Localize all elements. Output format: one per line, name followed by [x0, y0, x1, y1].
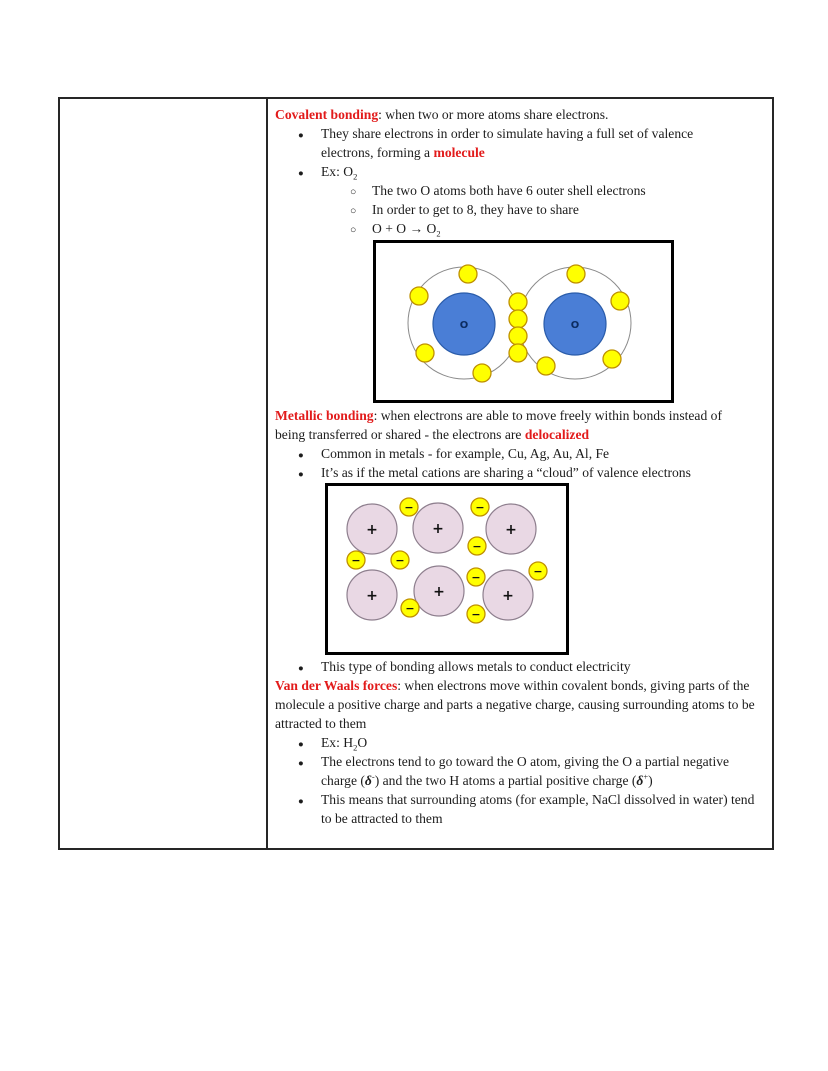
- electron: [603, 350, 621, 368]
- electron-charge-label: −: [475, 501, 485, 514]
- electron-charge-label: −: [471, 608, 481, 621]
- shared-electron: [509, 293, 527, 311]
- covalent-subbullet-equation: $O + O \to O_2$: [372, 221, 441, 239]
- shared-electron: [509, 327, 527, 345]
- vanderwaals-bullet-partial-charge: The electrons tend to go toward the O atom, giving the O a partial negative charge (δ-) and the two H atoms a partial positive charge (δ+): [321, 754, 730, 788]
- circle-bullet-icon: [350, 181, 364, 202]
- molecule-highlight: molecule: [433, 145, 485, 160]
- electron-charge-label: −: [533, 565, 543, 578]
- covalent-definition: [275, 105, 766, 124]
- covalent-diagram-svg: [376, 243, 671, 400]
- electron-charge-label: −: [395, 554, 405, 567]
- list-item: [275, 162, 766, 181]
- circle-bullet-icon: [350, 200, 364, 221]
- electron-charge-label: −: [405, 602, 415, 615]
- electron: [537, 357, 555, 375]
- delocalized-highlight: delocalized: [524, 427, 590, 442]
- covalent-subbullet-2: In order to get to 8, they have to share: [372, 202, 579, 217]
- list-item: [275, 181, 766, 200]
- metallic-definition: [275, 406, 753, 444]
- metallic-term: Metallic bonding: [275, 408, 374, 423]
- cation-charge-label: +: [505, 522, 517, 538]
- electron: [611, 292, 629, 310]
- metallic-diagram-svg: [328, 486, 566, 652]
- cation-charge-label: +: [433, 584, 445, 600]
- bullet-icon: [298, 124, 312, 146]
- shared-electron: [509, 344, 527, 362]
- covalent-definition-text: : when two or more atoms share electrons.: [378, 107, 609, 122]
- electron: [410, 287, 428, 305]
- electron-charge-label: −: [404, 501, 414, 514]
- atom-label: O: [459, 320, 469, 331]
- electron: [473, 364, 491, 382]
- vanderwaals-bullet-attraction: This means that surrounding atoms (for example, NaCl dissolved in water) tend to be attracted to them: [321, 792, 755, 826]
- delta-symbol: δ: [636, 773, 644, 788]
- electron-charge-label: −: [472, 540, 482, 553]
- notes-cell: [268, 99, 772, 848]
- metallic-bonding-diagram: [325, 483, 569, 655]
- notes-table: [58, 97, 774, 850]
- cation-charge-label: +: [366, 522, 378, 538]
- vanderwaals-bullet-example: Ex: $H_2O$: [321, 735, 368, 753]
- metallic-bullet-cloud: It’s as if the metal cations are sharing a “cloud” of valence electrons: [321, 465, 691, 480]
- list-item: [275, 219, 766, 238]
- electron: [416, 344, 434, 362]
- covalent-bullet-example: Ex: $O_2$: [321, 164, 358, 182]
- list-item: [275, 444, 766, 463]
- cation-charge-label: +: [432, 521, 444, 537]
- vanderwaals-definition: [275, 676, 766, 733]
- list-item: [275, 790, 766, 828]
- circle-bullet-icon: [350, 219, 364, 240]
- atom-label: O: [570, 320, 580, 331]
- shared-electron: [509, 310, 527, 328]
- metallic-bullet-electricity: This type of bonding allows metals to conduct electricity: [321, 659, 631, 674]
- vanderwaals-definition-text: : when electrons move within covalent bonds, giving parts of the molecule a positive charge and parts a negative charge, causing surrounding atoms to be attracted to them: [275, 678, 755, 731]
- delta-symbol: δ: [364, 773, 372, 788]
- bullet-icon: [298, 463, 312, 485]
- list-item: [275, 200, 766, 219]
- electron-charge-label: −: [351, 554, 361, 567]
- electron-charge-label: −: [471, 571, 481, 584]
- covalent-bullet-share: They share electrons in order to simulate having a full set of valence electrons, forming a molecule: [321, 126, 694, 160]
- covalent-bonding-diagram: [373, 240, 674, 403]
- list-item: [275, 463, 766, 482]
- empty-left-cell: [60, 99, 268, 848]
- vanderwaals-term: Van der Waals forces: [275, 678, 398, 693]
- list-item: [275, 752, 766, 790]
- list-item: [275, 657, 766, 676]
- cation-charge-label: +: [502, 588, 514, 604]
- electron: [567, 265, 585, 283]
- electron: [459, 265, 477, 283]
- cation-charge-label: +: [366, 588, 378, 604]
- bullet-icon: [298, 752, 312, 774]
- metallic-bullet-metals: Common in metals - for example, Cu, Ag, Au, Al, Fe: [321, 446, 610, 461]
- list-item: [275, 733, 766, 752]
- bullet-icon: [298, 790, 312, 812]
- metallic-definition-text: : when electrons are able to move freely within bonds instead of being transferred or shared - the electrons are: [275, 408, 722, 442]
- list-item: [275, 124, 766, 162]
- bullet-icon: [298, 657, 312, 679]
- covalent-subbullet-1: The two O atoms both have 6 outer shell electrons: [372, 183, 646, 198]
- covalent-term: Covalent bonding: [275, 107, 379, 122]
